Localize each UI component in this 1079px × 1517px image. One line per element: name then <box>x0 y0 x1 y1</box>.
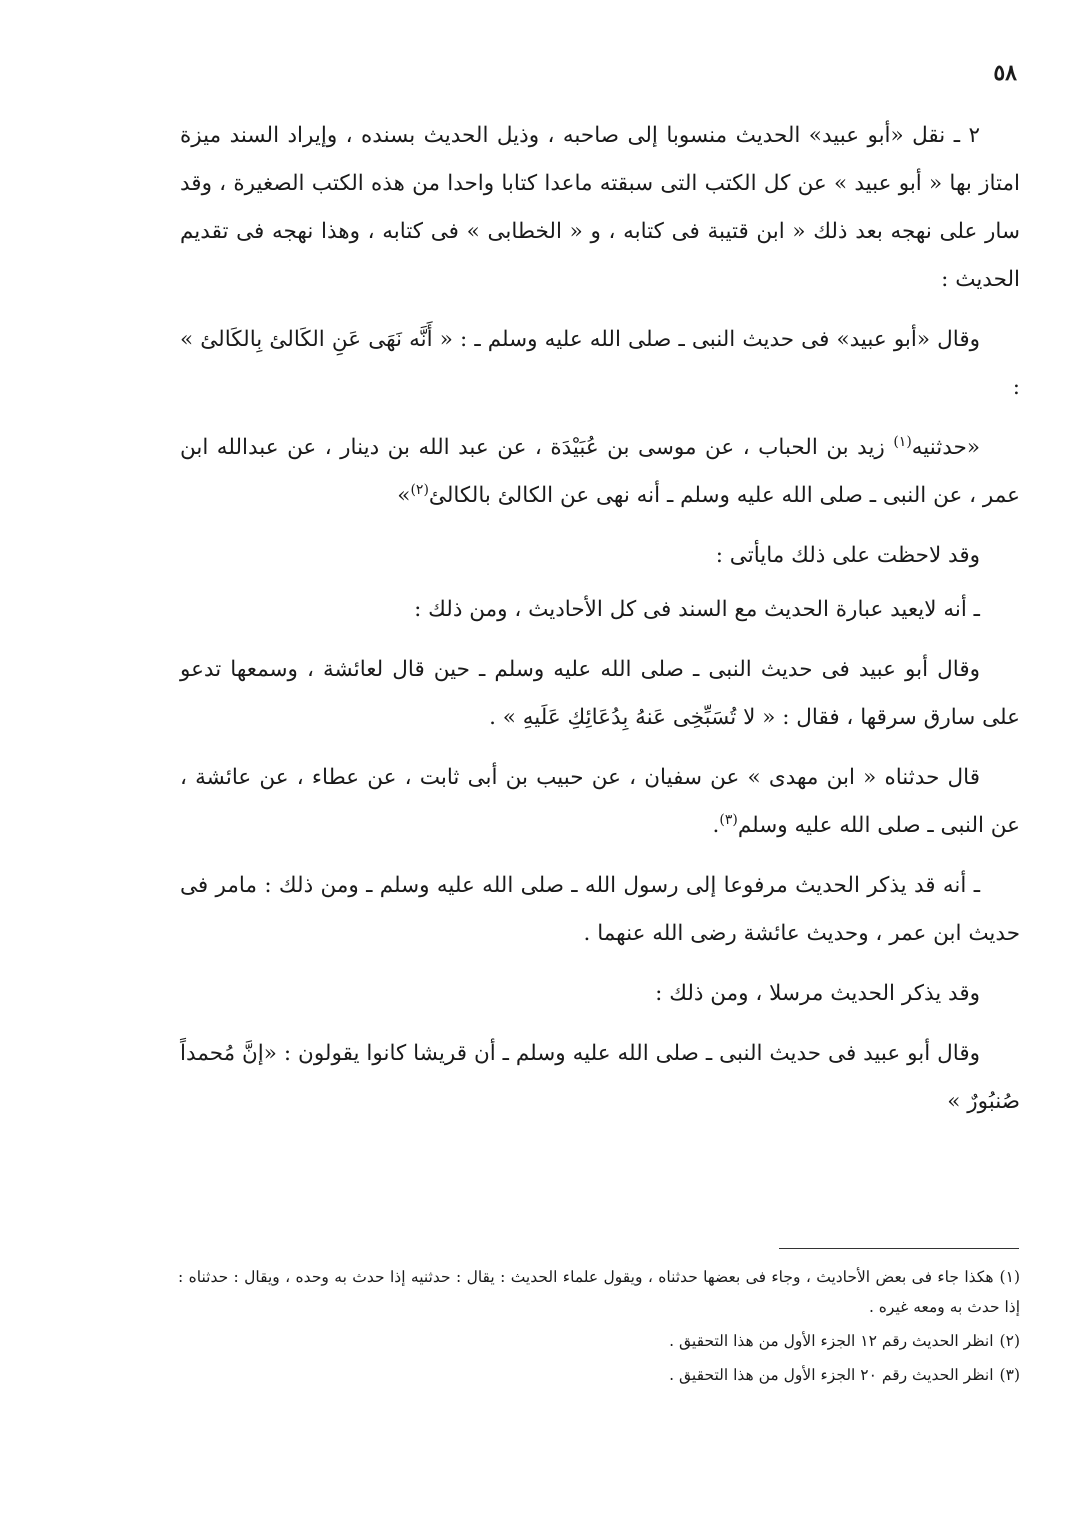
paragraph-intro: ٢ ـ نقل «أبو عبيد» الحديث منسوبا إلى صاحبه ، وذيل الحديث بسنده ، وإيراد السند ميزة امتاز بها « أبو عبيد » عن كل الكتب التى سبقته ماعدا كتابا واحدا من هذه الكتب الصغيرة ، وقد سار على نهجه بعد ذلك « ابن قتيبة فى كتابه ، و « الخطابى » فى كتابه ، وهذا نهجه فى تقديم الحديث : <box>180 123 1020 292</box>
paragraph-observations: وقد لاحظت على ذلك مايأتى : <box>715 543 980 568</box>
isnad-aisha-text: قال حدثناه « ابن مهدى » عن سفيان ، عن حبيب بن أبى ثابت ، عن عطاء ، عن عائشة ، عن النبى ـ صلى الله عليه وسلم <box>180 765 1020 838</box>
paragraph-hadith-quraysh: وقال أبو عبيد فى حديث النبى ـ صلى الله عليه وسلم ـ أن قريشا كانوا يقولون : «إنَّ مُحمداً صُنبُورٌ » <box>180 1041 1020 1114</box>
isnad-text-a: «حدثنيه <box>911 435 980 460</box>
footnote-3-text: انظر الحديث رقم ٢٠ الجزء الأول من هذا التحقيق . <box>669 1366 994 1384</box>
paragraph-point-one: ـ أنه لايعيد عبارة الحديث مع السند فى كل الأحاديث ، ومن ذلك : <box>414 597 980 622</box>
paragraph-isnad-aisha <box>180 754 1020 850</box>
isnad-text-c: » <box>397 483 411 508</box>
footnote-1-text: هكذا جاء فى بعض الأحاديث ، وجاء فى بعضها حدثناه ، ويقول علماء الحديث : يقال : حدثنيه إذا حدث به وحده ، ويقال : حدثناه : إذا حدث به ومعه غيره . <box>178 1268 1020 1316</box>
footnote-2 <box>178 1326 1020 1356</box>
paragraph-mursal: وقد يذكر الحديث مرسلا ، ومن ذلك : <box>655 981 980 1006</box>
paragraph-point-two: ـ أنه قد يذكر الحديث مرفوعا إلى رسول الله ـ صلى الله عليه وسلم ـ ومن ذلك : مامر فى حديث ابن عمر ، وحديث عائشة رضى الله عنهما . <box>180 873 1020 946</box>
footnote-ref-2: (٢) <box>410 481 429 498</box>
footnote-3 <box>178 1360 1020 1390</box>
paragraph-hadith-aisha: وقال أبو عبيد فى حديث النبى ـ صلى الله عليه وسلم ـ حين قال لعائشة ، وسمعها تدعو على سارق سرقها ، فقال : « لا تُسَبِّخِى عَنهُ بِدُعَائِكِ عَلَيهِ » . <box>180 657 1020 730</box>
footnote-divider <box>779 1248 1019 1249</box>
isnad-aisha-end: . <box>712 813 720 838</box>
footnote-2-text: انظر الحديث رقم ١٢ الجزء الأول من هذا التحقيق . <box>669 1332 994 1350</box>
isnad-text-b: زيد بن الحباب ، عن موسى بن عُبَيْدَة ، عن عبد الله بن دينار ، عن عبدالله ابن عمر ، عن النبى ـ صلى الله عليه وسلم ـ أنه نهى عن الكالئ بالكالئ <box>180 435 1020 508</box>
footnote-ref-1: (١) <box>893 433 912 450</box>
footnote-1-number: (١) <box>999 1268 1020 1286</box>
footnote-1 <box>178 1262 1020 1322</box>
footnote-2-number: (٢) <box>999 1332 1020 1350</box>
footnote-3-number: (٣) <box>999 1366 1020 1384</box>
paragraph-isnad-kali <box>180 424 1020 520</box>
page-number: ٥٨ <box>993 60 1017 86</box>
footnote-ref-3: (٣) <box>719 811 738 828</box>
footnotes <box>178 1262 1020 1394</box>
main-text <box>180 112 1020 1138</box>
paragraph-hadith-kali: وقال «أبو عبيد» فى حديث النبى ـ صلى الله عليه وسلم ـ : « أَنَّه نَهَى عَنِ الكَالئ بِالكَالئ » : <box>180 327 1020 400</box>
